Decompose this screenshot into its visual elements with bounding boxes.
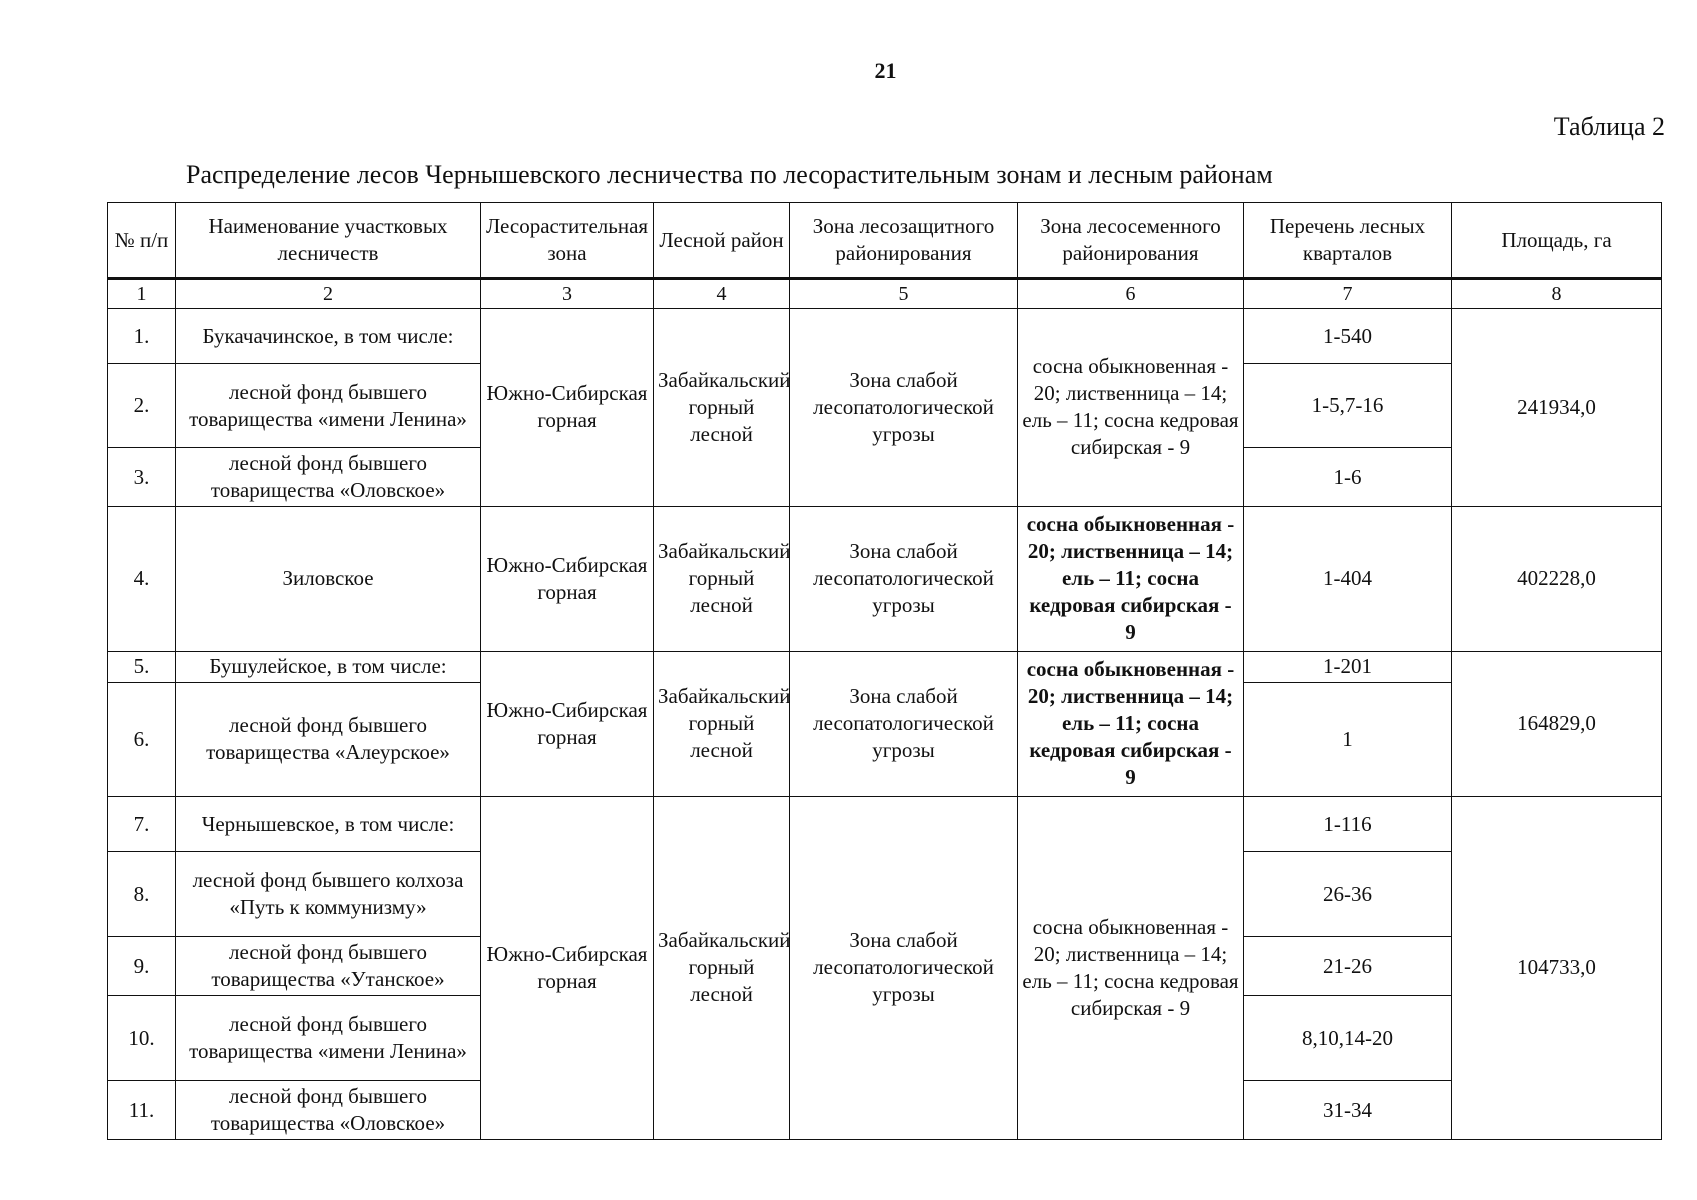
row-name: Зиловское — [176, 507, 481, 652]
protect-zone-cell: Зона слабой лесопатологической угрозы — [790, 796, 1018, 1139]
quarters-cell: 26-36 — [1244, 852, 1452, 937]
seed-zone-cell: сосна обыкновенная - 20; лиственница – 14; ель – 11; сосна кедровая сибирская - 9 — [1018, 796, 1244, 1139]
table-label: Таблица 2 — [1553, 112, 1665, 141]
col-number: 8 — [1452, 279, 1662, 309]
quarters-cell: 1-5,7-16 — [1244, 364, 1452, 448]
col-number: 1 — [108, 279, 176, 309]
quarters-cell: 1 — [1244, 682, 1452, 796]
forest-region-cell: Забайкальский горный лесной — [654, 507, 790, 652]
header-area: Площадь, га — [1452, 203, 1662, 279]
table-row — [108, 796, 1662, 851]
col-number: 2 — [176, 279, 481, 309]
row-number: 11. — [108, 1081, 176, 1140]
row-number: 9. — [108, 937, 176, 996]
seed-zone-cell: сосна обыкновенная - 20; лиственница – 14; ель – 11; сосна кедровая сибирская - 9 — [1018, 308, 1244, 506]
protect-zone-cell: Зона слабой лесопатологической угрозы — [790, 651, 1018, 796]
quarters-cell: 31-34 — [1244, 1081, 1452, 1140]
col-number: 5 — [790, 279, 1018, 309]
seed-zone-cell: сосна обыкновенная - 20; лиственница – 14; ель – 11; сосна кедровая сибирская - 9 — [1018, 507, 1244, 652]
header-name: Наименование участковых лесничеств — [176, 203, 481, 279]
col-number: 6 — [1018, 279, 1244, 309]
row-number: 4. — [108, 507, 176, 652]
row-name: лесной фонд бывшего товарищества «имени Ленина» — [176, 364, 481, 448]
veg-zone-cell: Южно-Сибирская горная — [481, 507, 654, 652]
veg-zone-cell: Южно-Сибирская горная — [481, 796, 654, 1139]
row-name: Бушулейское, в том числе: — [176, 651, 481, 682]
row-name: лесной фонд бывшего товарищества «имени Ленина» — [176, 996, 481, 1081]
table-row — [108, 651, 1662, 682]
protect-zone-cell: Зона слабой лесопатологической угрозы — [790, 308, 1018, 506]
header-quarters: Перечень лесных кварталов — [1244, 203, 1452, 279]
header-forest-region: Лесной район — [654, 203, 790, 279]
veg-zone-cell: Южно-Сибирская горная — [481, 651, 654, 796]
page-number: 21 — [874, 58, 897, 83]
quarters-cell: 1-540 — [1244, 308, 1452, 363]
header-veg-zone: Лесорастительная зона — [481, 203, 654, 279]
row-number: 2. — [108, 364, 176, 448]
col-number: 3 — [481, 279, 654, 309]
quarters-cell: 21-26 — [1244, 937, 1452, 996]
header-row — [108, 203, 1662, 279]
row-number: 6. — [108, 682, 176, 796]
row-number: 5. — [108, 651, 176, 682]
row-name: Чернышевское, в том числе: — [176, 796, 481, 851]
row-number: 8. — [108, 852, 176, 937]
header-n: № п/п — [108, 203, 176, 279]
seed-zone-cell: сосна обыкновенная - 20; лиственница – 14; ель – 11; сосна кедровая сибирская - 9 — [1018, 651, 1244, 796]
header-seed-zone: Зона лесосеменного районирования — [1018, 203, 1244, 279]
quarters-cell: 1-404 — [1244, 507, 1452, 652]
row-name: Букачачинское, в том числе: — [176, 308, 481, 363]
column-number-row — [108, 279, 1662, 309]
row-name: лесной фонд бывшего товарищества «Оловское» — [176, 1081, 481, 1140]
forest-region-cell: Забайкальский горный лесной — [654, 651, 790, 796]
row-name: лесной фонд бывшего товарищества «Утанское» — [176, 937, 481, 996]
forest-region-cell: Забайкальский горный лесной — [654, 308, 790, 506]
area-cell: 164829,0 — [1452, 651, 1662, 796]
protect-zone-cell: Зона слабой лесопатологической угрозы — [790, 507, 1018, 652]
row-number: 1. — [108, 308, 176, 363]
row-number: 3. — [108, 448, 176, 507]
row-name: лесной фонд бывшего товарищества «Оловское» — [176, 448, 481, 507]
area-cell: 104733,0 — [1452, 796, 1662, 1139]
row-name: лесной фонд бывшего колхоза «Путь к коммунизму» — [176, 852, 481, 937]
forest-distribution-table — [107, 202, 1662, 1140]
col-number: 4 — [654, 279, 790, 309]
quarters-cell: 8,10,14-20 — [1244, 996, 1452, 1081]
row-name: лесной фонд бывшего товарищества «Алеурское» — [176, 682, 481, 796]
veg-zone-cell: Южно-Сибирская горная — [481, 308, 654, 506]
area-cell: 402228,0 — [1452, 507, 1662, 652]
row-number: 7. — [108, 796, 176, 851]
area-cell: 241934,0 — [1452, 308, 1662, 506]
table-title: Распределение лесов Чернышевского лесничества по лесорастительным зонам и лесным районам — [186, 160, 1273, 189]
table-row — [108, 507, 1662, 652]
row-number: 10. — [108, 996, 176, 1081]
quarters-cell: 1-6 — [1244, 448, 1452, 507]
forest-region-cell: Забайкальский горный лесной — [654, 796, 790, 1139]
col-number: 7 — [1244, 279, 1452, 309]
header-protect-zone: Зона лесозащитного районирования — [790, 203, 1018, 279]
table-row — [108, 308, 1662, 363]
quarters-cell: 1-116 — [1244, 796, 1452, 851]
quarters-cell: 1-201 — [1244, 651, 1452, 682]
